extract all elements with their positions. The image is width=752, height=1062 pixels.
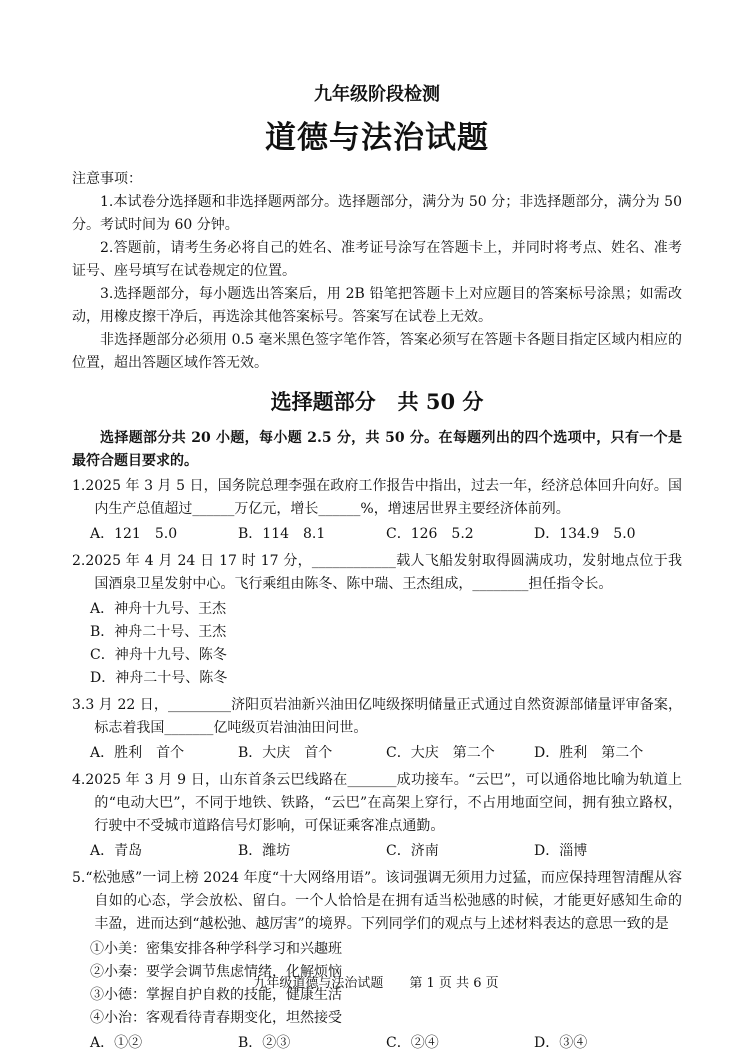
question-4 xyxy=(72,769,682,863)
option-b: B．神舟二十号、王杰 xyxy=(90,624,227,640)
notice-section xyxy=(72,168,682,375)
section-heading: 选择题部分 共 50 分 xyxy=(270,389,484,414)
option-b: B．114 8.1 xyxy=(238,526,326,542)
question-stem: 3.3 月 22 日，_________济阳页岩油新兴油田亿吨级探明储量正式通过自然资源部储量评审备案，标志着我国_______亿吨级页岩油油田问世。 xyxy=(72,697,682,736)
notice-heading: 注意事项： xyxy=(72,171,142,187)
option-a: A．①② xyxy=(90,1035,143,1051)
option-b: B．②③ xyxy=(238,1035,291,1051)
question-stem: 5.“松弛感”一词上榜 2024 年度“十大网络用语”。该词强调无须用力过猛，而应保持理智清醒从容自如的心态，学会放松、留白。一个人恰恰是在拥有适当松弛感的时候，才能更好感知生命的丰盈，进而达到“越松弛、越厉害”的境界。下列同学们的观点与上述材料表达的意思一致的是 xyxy=(72,870,682,932)
option-c: C．大庆 第二个 xyxy=(386,745,495,761)
option-c: C．济南 xyxy=(386,843,439,859)
notice-item-2: 2.答题前，请考生务必将自己的姓名、准考证号涂写在答题卡上，并同时将考点、姓名、准考证号、座号填写在试卷规定的位置。 xyxy=(72,240,682,279)
question-stem: 1.2025 年 3 月 5 日，国务院总理李强在政府工作报告中指出，过去一年，经济总体回升向好。国内生产总值超过______万亿元，增长______%，增速居世界主要经济体前列。 xyxy=(72,478,682,517)
option-a: A．青岛 xyxy=(90,843,143,859)
section-intro: 选择题部分共 20 小题，每小题 2.5 分，共 50 分。在每题列出的四个选项中，只有一个是最符合题目要求的。 xyxy=(72,430,682,469)
exam-subtitle: 九年级阶段检测 xyxy=(314,84,440,105)
question-5 xyxy=(72,867,682,1055)
statement-1: ①小美：密集安排各种学科学习和兴趣班 xyxy=(90,941,342,957)
question-stem: 2.2025 年 4 月 24 日 17 时 17 分，____________载人飞船发射取得圆满成功，发射地点位于我国酒泉卫星发射中心。飞行乘组由陈冬、陈中瑞、王杰组成，________担任指令长。 xyxy=(72,553,682,592)
option-d: D．③④ xyxy=(534,1035,588,1051)
exam-title: 道德与法治试题 xyxy=(265,120,489,156)
option-b: B．大庆 首个 xyxy=(238,745,333,761)
question-1 xyxy=(72,475,682,546)
option-list xyxy=(72,523,682,546)
option-list xyxy=(72,598,682,690)
option-d: D．神舟二十号、陈冬 xyxy=(90,670,228,686)
question-2 xyxy=(72,550,682,690)
notice-item-3: 3.选择题部分，每小题选出答案后，用 2B 铅笔把答题卡上对应题目的答案标号涂黑；如需改动，用橡皮擦干净后，再选涂其他答案标号。答案写在试卷上无效。 xyxy=(72,286,682,325)
option-d: D．淄博 xyxy=(534,843,588,859)
option-c: C．神舟十九号、陈冬 xyxy=(90,647,227,663)
question-stem: 4.2025 年 3 月 9 日，山东首条云巴线路在_______成功接车。“云巴”，可以通俗地比喻为轨道上的“电动大巴”，不同于地铁、铁路，“云巴”在高架上穿行，不占用地面空间，拥有独立路权，行驶中不受城市道路信号灯影响，可保证乘客准点通勤。 xyxy=(72,772,682,834)
question-3 xyxy=(72,694,682,765)
option-list xyxy=(72,840,682,863)
option-list xyxy=(72,1032,682,1055)
option-d: D．134.9 5.0 xyxy=(534,526,636,542)
option-c: C．126 5.2 xyxy=(386,526,474,542)
option-b: B．潍坊 xyxy=(238,843,291,859)
statement-4: ④小治：客观看待青春期变化，坦然接受 xyxy=(90,1010,342,1026)
statement-2: ②小秦：要学会调节焦虑情绪，化解烦恼 xyxy=(90,964,342,980)
option-a: A．121 5.0 xyxy=(90,526,178,542)
option-a: A．胜利 首个 xyxy=(90,745,185,761)
option-a: A．神舟十九号、王杰 xyxy=(90,601,227,617)
option-d: D．胜利 第二个 xyxy=(534,745,644,761)
option-c: C．②④ xyxy=(386,1035,439,1051)
notice-item-4: 非选择题部分必须用 0.5 毫米黑色签字笔作答，答案必须写在答题卡各题目指定区域内相应的位置，超出答题区域作答无效。 xyxy=(72,332,682,371)
statement-3: ③小德：掌握自护自救的技能，健康生活 xyxy=(90,987,342,1003)
notice-item-1: 1.本试卷分选择题和非选择题两部分。选择题部分，满分为 50 分；非选择题部分，满分为 50 分。考试时间为 60 分钟。 xyxy=(72,194,682,233)
option-list xyxy=(72,742,682,765)
page-footer: 九年级道德与法治试题 第 1 页 共 6 页 xyxy=(253,976,499,991)
